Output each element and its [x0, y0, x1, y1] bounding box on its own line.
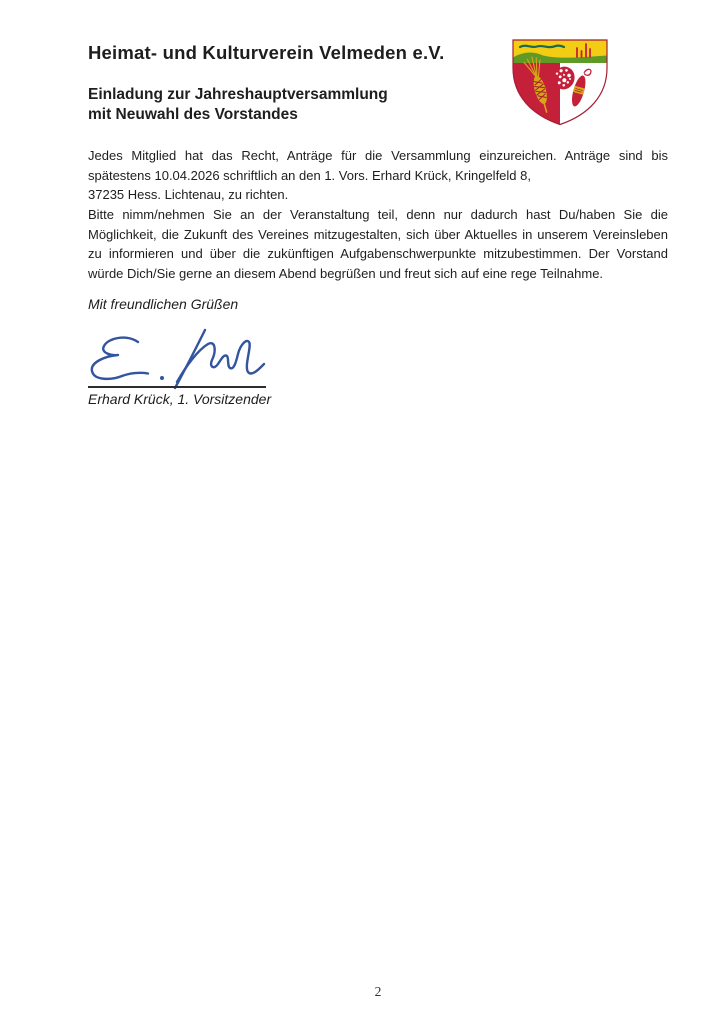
- signature-strokes: [92, 330, 264, 388]
- paragraph2-line1: Bitte nimm/nehmen Sie an der Veranstaltung teil, denn nur dadurch hast Du/haben Sie die: [88, 207, 668, 222]
- club-crest-icon: [507, 36, 613, 128]
- paragraph2-line2: Möglichkeit, die Zukunft des Vereines mitzugestalten, sich über Aktuelles in unserem Vereinsleben: [88, 226, 668, 242]
- signatory-name: Erhard Krück, 1. Vorsitzender: [88, 391, 272, 407]
- paragraph1-line3: 37235 Hess. Lichtenau, zu richten.: [88, 187, 289, 202]
- paragraph1-line2: spätestens 10.04.2026 schriftlich an den 1. Vors. Erhard Krück, Kringelfeld 8,: [88, 167, 531, 183]
- paragraph-antraege: [88, 146, 668, 205]
- closing-salutation: Mit freundlichen Grüßen: [88, 296, 239, 312]
- signature-dot: [160, 376, 164, 380]
- org-name: Heimat- und Kulturverein Velmeden e.V.: [88, 42, 445, 63]
- paragraph2-line3: zu informieren und über die zukünftigen Aufgabenschwerpunkte mitzubestimmen. Der Vorstand: [88, 246, 668, 261]
- signature-icon: [78, 326, 273, 390]
- subject-line-1: Einladung zur Jahreshauptversammlung: [88, 86, 388, 103]
- subject-line-2: mit Neuwahl des Vorstandes: [88, 106, 298, 123]
- subject-heading: [88, 85, 388, 125]
- page-number: 2: [374, 984, 382, 999]
- paragraph2-line4: würde Dich/Sie gerne an diesem Abend begrüßen und freut sich auf eine rege Teilnahme.: [88, 265, 604, 281]
- crest-svg: [507, 36, 613, 128]
- paragraph1-line1: Jedes Mitglied hat das Recht, Anträge für die Versammlung einzureichen. Anträge sind bis: [88, 148, 668, 163]
- paragraph-teilnahme: [88, 205, 668, 283]
- signature-line: [88, 386, 266, 388]
